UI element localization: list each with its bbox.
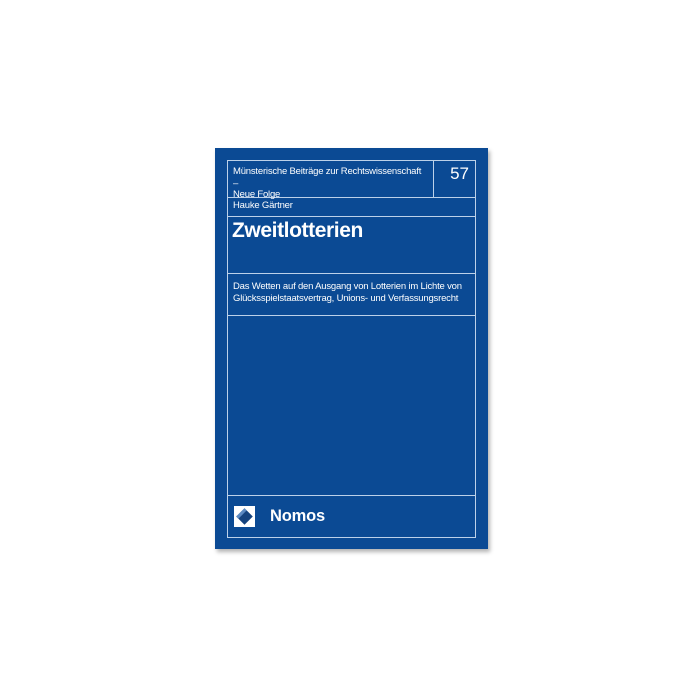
empty-panel bbox=[228, 316, 475, 496]
subtitle-line1: Das Wetten auf den Ausgang von Lotterien im Lichte von bbox=[233, 281, 462, 292]
series-title-line1: Münsterische Beiträge zur Rechtswissenschaft – bbox=[233, 166, 422, 189]
series-section bbox=[228, 161, 475, 198]
publisher-name: Nomos bbox=[270, 507, 325, 525]
nomos-diamond-icon bbox=[234, 506, 255, 527]
series-volume: 57 bbox=[433, 161, 475, 197]
book-subtitle bbox=[228, 274, 475, 316]
book-title: Zweitlotterien bbox=[228, 217, 475, 274]
series-title-line2: Neue Folge bbox=[233, 189, 281, 200]
cover-frame bbox=[227, 160, 476, 538]
subtitle-line2: Glücksspielstaatsvertrag, Unions- und Verfassungsrecht bbox=[233, 293, 459, 304]
publisher-bar bbox=[228, 496, 475, 537]
author-name: Hauke Gärtner bbox=[228, 198, 475, 217]
series-title bbox=[228, 161, 433, 200]
book-cover bbox=[215, 148, 488, 549]
